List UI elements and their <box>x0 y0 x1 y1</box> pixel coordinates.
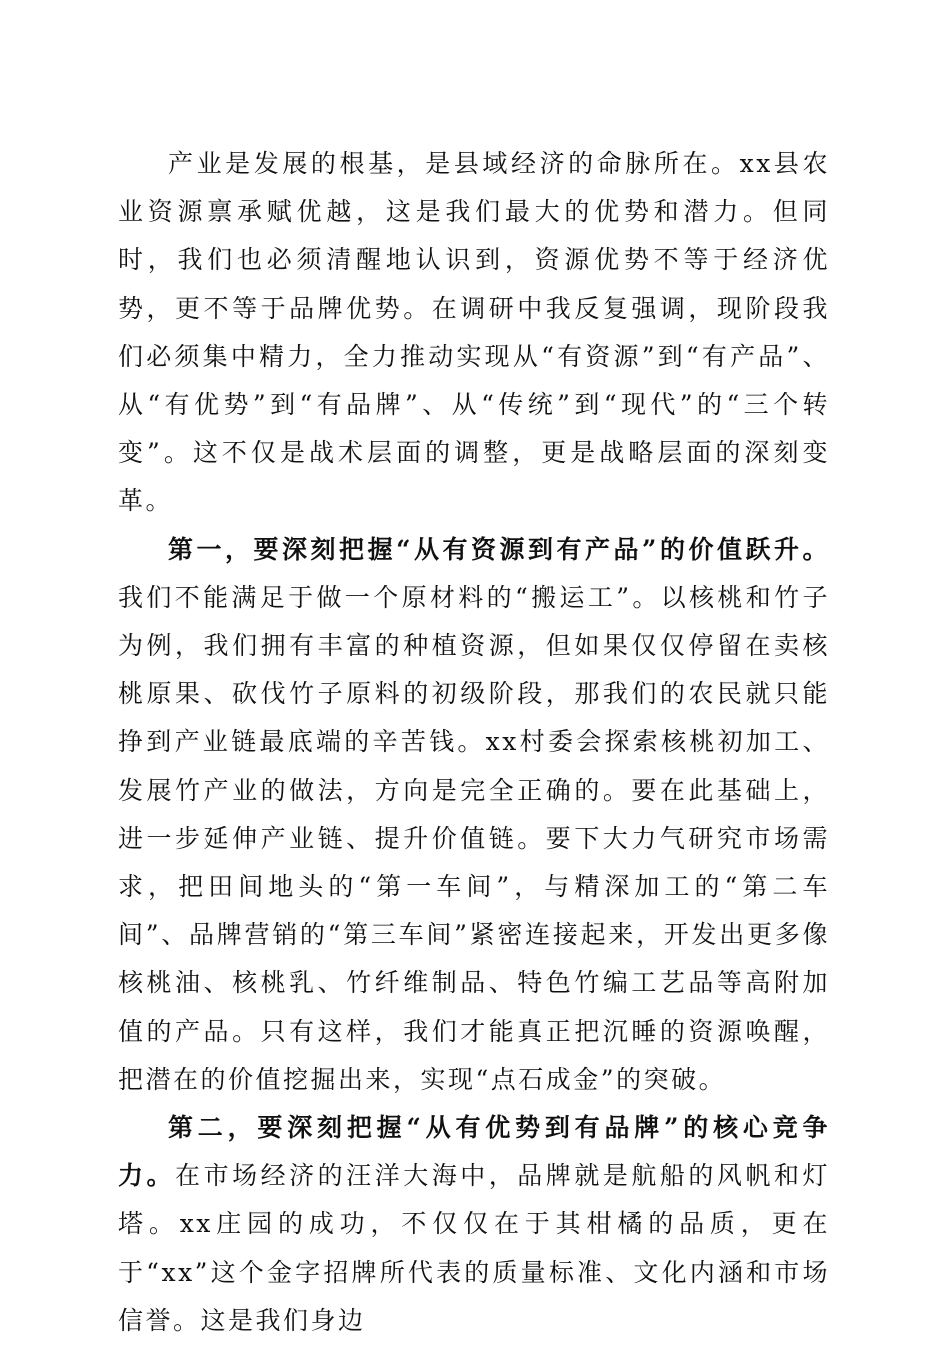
paragraph-second-point <box>118 1104 830 1345</box>
paragraph-first-point <box>118 526 830 1104</box>
paragraph-lead: 第一，要深刻把握“从有资源到有产品”的价值跃升。 <box>168 534 830 564</box>
paragraph-lead: 第二，要深刻把握“从有优势到有品牌”的核心竞争力。 <box>118 1113 830 1191</box>
paragraph-intro <box>118 140 830 526</box>
paragraph-body: 产业是发展的根基，是县域经济的命脉所在。xx县农业资源禀承赋优越，这是我们最大的优势和潜力。但同时，我们也必须清醒地认识到，资源优势不等于经济优势，更不等于品牌优势。在调研中我反复强调，现阶段我们必须集中精力，全力推动实现从“有资源”到“有产品”、从“有优势”到“有品牌”、从“传统”到“现代”的“三个转变”。这不仅是战术层面的调整，更是战略层面的深刻变革。 <box>118 149 830 516</box>
paragraph-body: 在市场经济的汪洋大海中，品牌就是航船的风帆和灯塔。xx庄园的成功，不仅仅在于其柑橘的品质，更在于“xx”这个金字招牌所代表的质量标准、文化内涵和市场信誉。这是我们身边 <box>118 1161 830 1335</box>
body-text <box>118 140 830 1345</box>
paragraph-body: 我们不能满足于做一个原材料的“搬运工”。以核桃和竹子为例，我们拥有丰富的种植资源，但如果仅仅停留在卖核桃原果、砍伐竹子原料的初级阶段，那我们的农民就只能挣到产业链最底端的辛苦钱。xx村委会探索核桃初加工、发展竹产业的做法，方向是完全正确的。要在此基础上，进一步延伸产业链、提升价值链。要下大力气研究市场需求，把田间地头的“第一车间”，与精深加工的“第二车间”、品牌营销的“第三车间”紧密连接起来，开发出更多像核桃油、核桃乳、竹纤维制品、特色竹编工艺品等高附加值的产品。只有这样，我们才能真正把沉睡的资源唤醒，把潜在的价值挖掘出来，实现“点石成金”的突破。 <box>118 582 830 1094</box>
